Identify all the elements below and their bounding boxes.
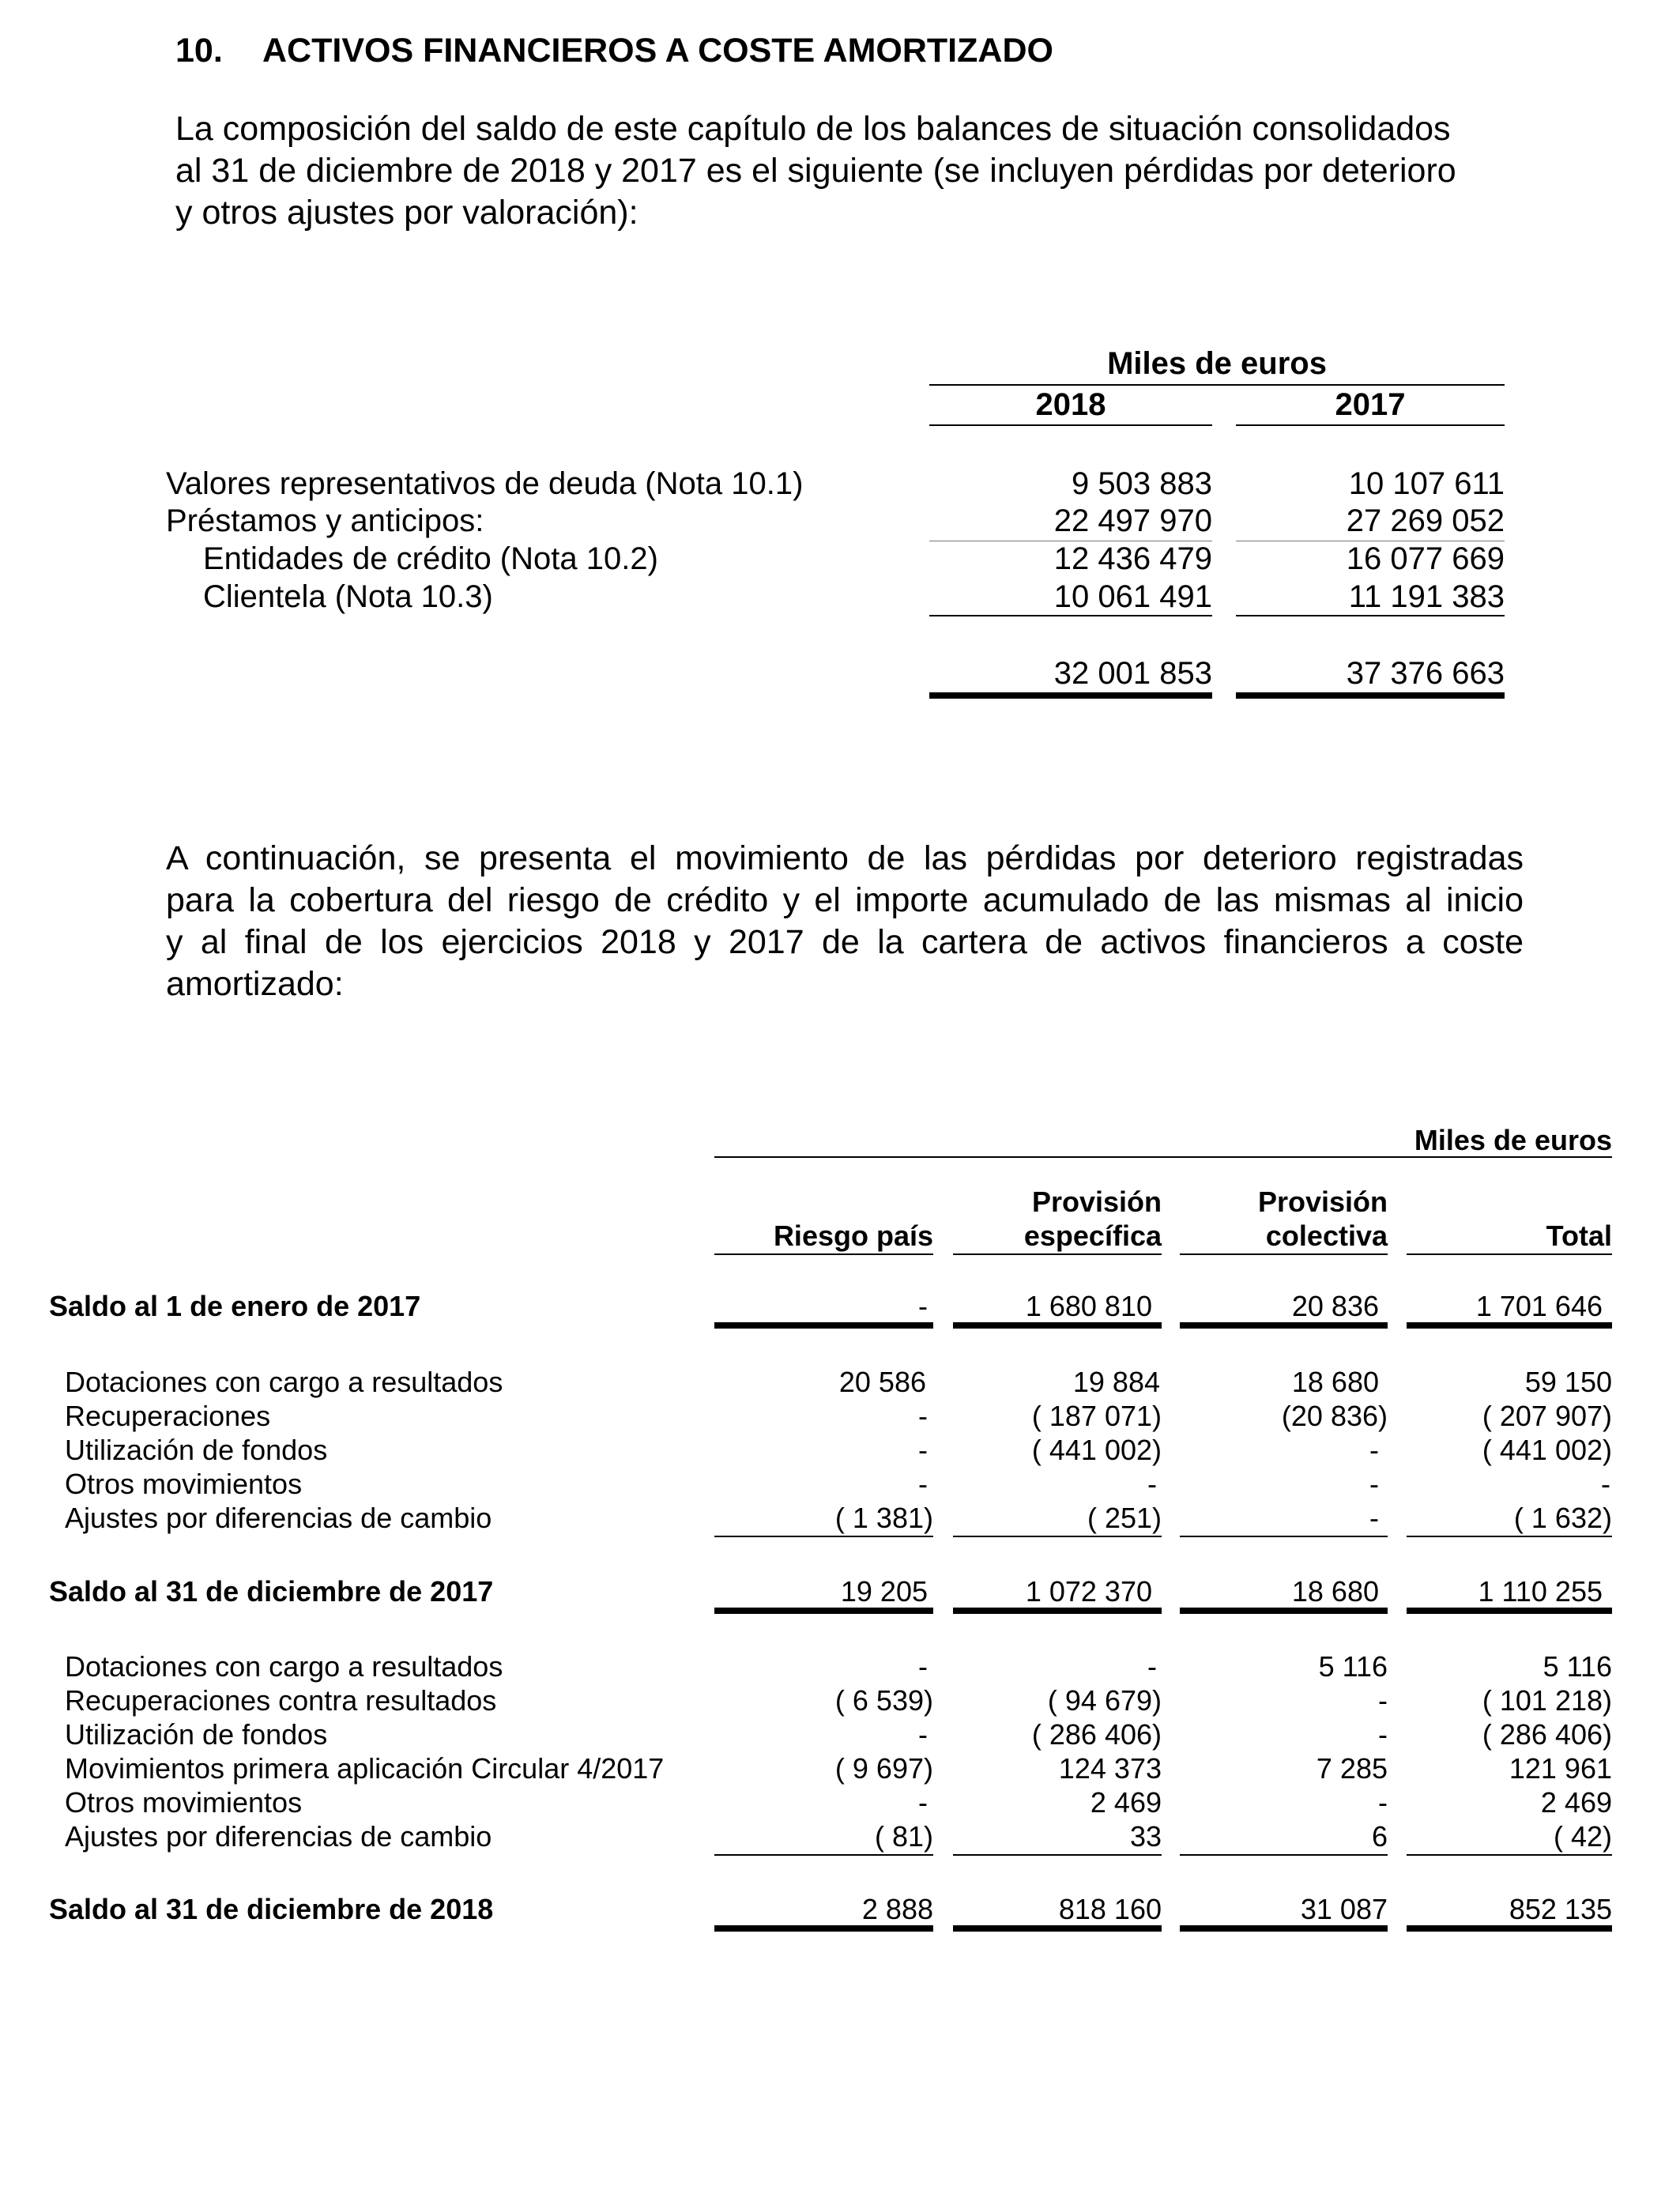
table2-balance-rule [953, 1925, 1162, 1932]
movement-line: A continuación, se presenta el movimiento de las pérdidas por deterioro registradas [166, 839, 1524, 877]
table2-cell: 20 586 [838, 1366, 926, 1398]
intro-paragraph [175, 108, 1535, 234]
table2-cell: 6 [1371, 1820, 1388, 1853]
table2-cell: - [918, 1400, 928, 1432]
table2-cell: - [918, 1468, 928, 1500]
table2-cell: 18 680 [1291, 1366, 1379, 1398]
table1-cell: 22 497 970 [1053, 503, 1212, 538]
table2-cell: ( 251) [1087, 1502, 1162, 1534]
table1-total-rule [1236, 692, 1505, 699]
table2-cell: ( 441 002) [1482, 1434, 1612, 1466]
table2-balance-rule [714, 1322, 933, 1329]
table2-cell: - [1378, 1786, 1388, 1819]
table2-row-label: Saldo al 31 de diciembre de 2018 [49, 1893, 494, 1925]
table2-row-label: Otros movimientos [65, 1786, 303, 1819]
table1-header-rule [929, 384, 1505, 386]
table2-cell: - [918, 1290, 928, 1322]
table2-cell: - [1369, 1502, 1379, 1534]
table2-row-label: Ajustes por diferencias de cambio [65, 1502, 492, 1534]
table2-sum-rule [953, 1536, 1162, 1537]
table1-cell: 10 061 491 [1053, 579, 1212, 614]
table2-cell: 20 836 [1291, 1290, 1379, 1322]
table2-row-label: Saldo al 31 de diciembre de 2017 [49, 1575, 494, 1608]
table2-cell: ( 441 002) [1031, 1434, 1162, 1466]
table1-row-label: Entidades de crédito (Nota 10.2) [203, 541, 658, 576]
table2-row-label: Utilización de fondos [65, 1718, 328, 1751]
table2-sum-rule [714, 1536, 933, 1537]
table1-col-2018: 2018 [1035, 387, 1106, 422]
table2-cell: 33 [1129, 1820, 1162, 1853]
table2-cell: - [1369, 1468, 1379, 1500]
table2-cell: ( 286 406) [1482, 1718, 1612, 1751]
table1-total: 32 001 853 [1053, 656, 1212, 691]
table2-cell: 818 160 [1058, 1893, 1162, 1925]
table2-cell: 5 116 [1543, 1650, 1612, 1683]
table1-unit-header: Miles de euros [1107, 346, 1327, 381]
table2-cell: ( 187 071) [1031, 1400, 1162, 1432]
table1-row-label: Préstamos y anticipos: [166, 503, 484, 538]
table2-col-header: colectiva [1265, 1220, 1388, 1252]
movement-line: amortizado: [166, 965, 344, 1003]
table2-cell: - [918, 1434, 928, 1466]
table2-cell: ( 42) [1553, 1820, 1612, 1853]
table1-sum-rule [1236, 615, 1505, 616]
table2-row-label: Dotaciones con cargo a resultados [65, 1366, 503, 1398]
table2-col-header: Riesgo país [773, 1220, 933, 1252]
table2-cell: 5 116 [1318, 1650, 1388, 1683]
table2-sum-rule [714, 1854, 933, 1856]
movement-line: para la cobertura del riesgo de crédito y el importe acumulado de las mismas al inicio [166, 881, 1524, 919]
table1-cell: 10 107 611 [1348, 466, 1505, 501]
table2-cell: ( 9 697) [834, 1752, 933, 1785]
movement-paragraph [166, 838, 1524, 1005]
table2-cell: 59 150 [1524, 1366, 1612, 1398]
table2-balance-rule [1180, 1608, 1388, 1614]
table2-cell: - [1378, 1718, 1388, 1751]
table2-col-rule [1407, 1253, 1612, 1255]
table2-row-label: Utilización de fondos [65, 1434, 328, 1466]
table1-cell: 12 436 479 [1053, 541, 1212, 576]
table2-sum-rule [1407, 1536, 1612, 1537]
table2-row-label: Otros movimientos [65, 1468, 303, 1500]
table2-cell: ( 207 907) [1482, 1400, 1612, 1432]
table1-row-label: Clientela (Nota 10.3) [203, 579, 493, 614]
table2-cell: 124 373 [1058, 1752, 1162, 1785]
table2-row-label: Ajustes por diferencias de cambio [65, 1820, 492, 1853]
table2-col-rule [953, 1253, 1162, 1255]
table2-balance-rule [953, 1608, 1162, 1614]
table2-cell: - [1369, 1434, 1379, 1466]
table2-col-header: Provisión [1257, 1186, 1388, 1218]
table2-cell: 1 072 370 [1025, 1575, 1152, 1608]
table1-col-rule [929, 424, 1212, 426]
table1-cell: 11 191 383 [1348, 579, 1505, 614]
table1-cell: 9 503 883 [1072, 466, 1212, 501]
table1-col-2017: 2017 [1335, 387, 1406, 422]
table2-balance-rule [953, 1322, 1162, 1329]
table2-cell: (20 836) [1281, 1400, 1388, 1432]
table2-cell: ( 1 632) [1513, 1502, 1612, 1534]
intro-line: La composición del saldo de este capítulo de los balances de situación consolidados [175, 110, 1451, 148]
table2-balance-rule [1180, 1322, 1388, 1329]
table2-cell: 1 701 646 [1475, 1290, 1603, 1322]
table2-cell: 19 884 [1072, 1366, 1160, 1398]
table2-row-label: Recuperaciones [65, 1400, 271, 1432]
section-number: 10. [175, 32, 223, 70]
table2-sum-rule [1407, 1854, 1612, 1856]
table2-cell: - [918, 1718, 928, 1751]
table2-sum-rule [953, 1854, 1162, 1856]
table2-cell: 1 680 810 [1025, 1290, 1152, 1322]
movement-line: y al final de los ejercicios 2018 y 2017 de la cartera de activos financieros a coste [166, 923, 1524, 961]
table2-cell: 2 469 [1090, 1786, 1162, 1819]
table1-row-label: Valores representativos de deuda (Nota 10.1) [166, 466, 804, 501]
table2-col-header: Total [1546, 1220, 1612, 1252]
table1-sum-rule [929, 615, 1212, 616]
table2-cell: - [1147, 1468, 1157, 1500]
table2-sum-rule [1180, 1854, 1388, 1856]
table2-cell: ( 286 406) [1031, 1718, 1162, 1751]
table1-cell: 27 269 052 [1346, 503, 1505, 538]
intro-line: y otros ajustes por valoración): [175, 194, 638, 232]
intro-line: al 31 de diciembre de 2018 y 2017 es el siguiente (se incluyen pérdidas por deterioro [175, 152, 1456, 190]
table1-total: 37 376 663 [1346, 656, 1505, 691]
table2-sum-rule [1180, 1536, 1388, 1537]
table2-unit-header: Miles de euros [1414, 1124, 1612, 1156]
table2-balance-rule [1180, 1925, 1388, 1932]
table2-cell: ( 101 218) [1482, 1684, 1612, 1717]
table2-header-rule [714, 1156, 1612, 1158]
table2-row-label: Movimientos primera aplicación Circular 4/2017 [65, 1752, 665, 1785]
table2-cell: 1 110 255 [1478, 1575, 1603, 1608]
table2-cell: ( 6 539) [834, 1684, 933, 1717]
table2-balance-rule [1407, 1322, 1612, 1329]
table2-cell: ( 81) [874, 1820, 933, 1853]
table2-cell: 852 135 [1509, 1893, 1612, 1925]
table2-cell: 2 469 [1540, 1786, 1612, 1819]
table2-cell: - [1378, 1684, 1388, 1717]
table2-cell: 31 087 [1300, 1893, 1388, 1925]
table2-row-label: Dotaciones con cargo a resultados [65, 1650, 503, 1683]
table2-cell: - [1601, 1468, 1610, 1500]
table2-balance-rule [1407, 1608, 1612, 1614]
table2-col-rule [714, 1253, 933, 1255]
table2-cell: - [918, 1650, 928, 1683]
section-title: ACTIVOS FINANCIEROS A COSTE AMORTIZADO [262, 32, 1053, 70]
table2-balance-rule [714, 1925, 933, 1932]
table2-balance-rule [1407, 1925, 1612, 1932]
table2-cell: 121 961 [1509, 1752, 1612, 1785]
table1-col-rule [1236, 424, 1505, 426]
table2-row-label: Recuperaciones contra resultados [65, 1684, 497, 1717]
table2-col-header: Provisión [1031, 1186, 1162, 1218]
table2-col-header: específica [1023, 1220, 1162, 1252]
table2-col-rule [1180, 1253, 1388, 1255]
table2-balance-rule [714, 1608, 933, 1614]
table2-cell: 7 285 [1316, 1752, 1388, 1785]
table2-cell: ( 94 679) [1047, 1684, 1162, 1717]
table2-cell: 19 205 [840, 1575, 928, 1608]
table1-cell: 16 077 669 [1346, 541, 1505, 576]
table2-cell: 18 680 [1291, 1575, 1379, 1608]
table2-cell: - [918, 1786, 928, 1819]
table2-cell: - [1147, 1650, 1157, 1683]
table1-total-rule [929, 692, 1212, 699]
table2-cell: ( 1 381) [834, 1502, 933, 1534]
table2-row-label: Saldo al 1 de enero de 2017 [49, 1290, 421, 1322]
table2-cell: 2 888 [861, 1893, 933, 1925]
